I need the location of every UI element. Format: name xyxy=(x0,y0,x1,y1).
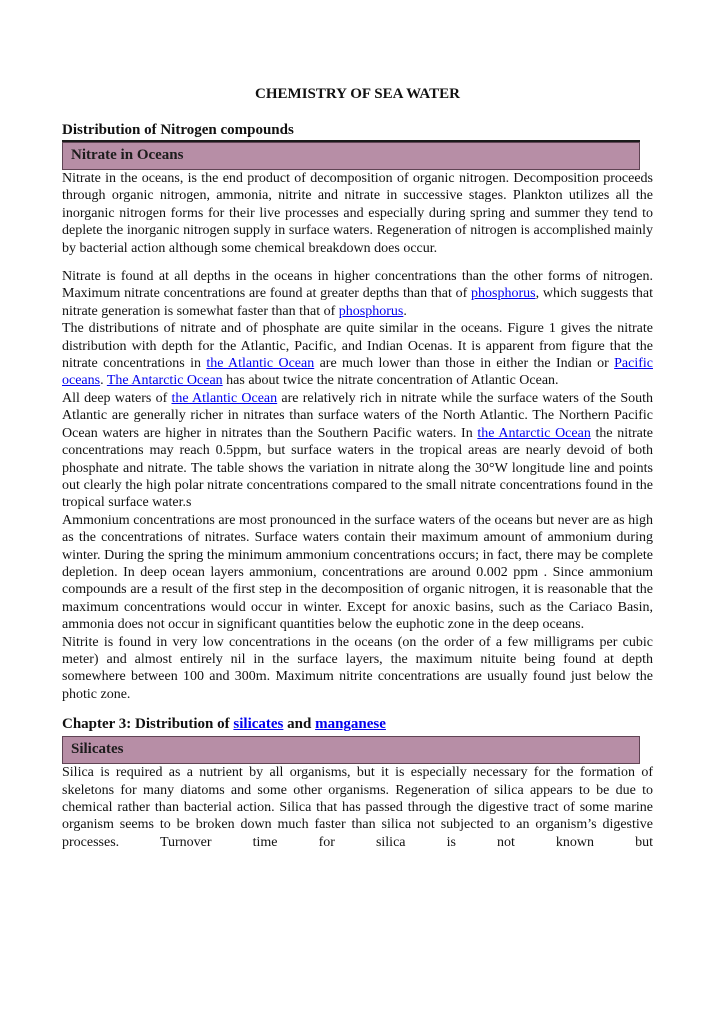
link-phosphorus-1[interactable]: phosphorus xyxy=(471,286,536,302)
paragraph-silica-nutrient xyxy=(62,764,653,851)
link-manganese[interactable]: manganese xyxy=(315,716,386,733)
paragraph-nitrate-decomposition xyxy=(62,170,653,257)
banner-nitrate-label: Nitrate in Oceans xyxy=(71,147,184,164)
paragraph-text: the nitrate concentrations may reach 0.5ppm, but surface waters in the tropical areas are nearly devoid of both phosphate and nitrate. The table shows the variation in nitrate along the 30°W longitude line and points out clearly the high polar nitrate concentrations compared to the small nitrate concentrations found in the tropical surface water.s xyxy=(62,425,653,511)
heading-text: and xyxy=(283,716,316,733)
banner-silicates-label: Silicates xyxy=(71,741,124,758)
link-the-atlantic-ocean-2[interactable]: the Atlantic Ocean xyxy=(171,390,278,406)
paragraph-text: Nitrate in the oceans, is the end product of decomposition of organic nitrogen. Decomposition proceeds through organic nitrogen, ammonia, nitrite and nitrate in successive stages. Plankton utilizes all the inorganic nitrogen forms for their live processes and especially during spring and summer they tend to deplete the inorganic nitrogen supply in surface waters. Regeneration of nitrogen is accomplished mainly by bacterial action although some chemical breakdown does occur. xyxy=(62,171,653,256)
paragraph-nitrite-concentrations xyxy=(62,634,653,704)
paragraph-text: The distributions of nitrate and of phosphate are quite similar in the oceans. Figure 1 gives the nitrate distribution with depth for the Atlantic, Pacific, and Indian Ocenas. It is apparent from figure that the nitrate concentrations in xyxy=(62,321,653,372)
section-heading-nitrogen-compounds: Distribution of Nitrogen compounds xyxy=(62,122,640,142)
document-title: CHEMISTRY OF SEA WATER xyxy=(255,86,460,102)
heading-text: Chapter 3: Distribution of xyxy=(62,716,234,733)
paragraph-text: . xyxy=(403,303,407,319)
banner-silicates xyxy=(62,736,640,764)
blank-line-spacer xyxy=(62,703,653,716)
banner-nitrate-in-oceans xyxy=(62,142,640,170)
link-the-atlantic-ocean-1[interactable]: the Atlantic Ocean xyxy=(206,356,315,372)
paragraph-text: are much lower than those in either the Indian or xyxy=(314,356,615,372)
link-the-antarctic-ocean-1[interactable]: The Antarctic Ocean xyxy=(106,373,223,389)
paragraph-text: Ammonium concentrations are most pronounced in the surface waters of the oceans but never are as high as the concentrations of nitrates. Surface waters contain their maximum amount of ammonium during winter. During the spring the minimum ammonium concentrations occurs; in fact, there may be complete depletion. In deep ocean layers ammonium, concentrations are around 0.002 ppm . Since ammonium compounds are a result of the first step in the decomposition of organic nitrogen, it is reasonable that the maximum concentrations would occur in winter. Except for anoxic basins, such as the Cariaco Basin, ammonia does not occur in significant quantities below the euphotic zone in the deep oceans. xyxy=(62,512,653,633)
link-pacific-oceans[interactable]: Pacific oceans xyxy=(62,356,653,389)
paragraph-text: Silica is required as a nutrient by all organisms, but it is especially necessary for the formation of skeletons for many diatoms and some other organisms. Regeneration of silica appears to be due to chemical rather than bacterial action. Silica that has passed through the digestive tract of some marine organism seems to be broken down much faster than silica not subjected to an organism’s digestive processes. Turnover time for silica is not known but xyxy=(62,765,653,850)
paragraph-text: . xyxy=(100,373,107,389)
link-phosphorus-2[interactable]: phosphorus xyxy=(338,303,404,319)
paragraph-text: has about twice the nitrate concentration of Atlantic Ocean. xyxy=(222,373,559,389)
link-the-antarctic-ocean-2[interactable]: the Antarctic Ocean xyxy=(477,425,591,441)
paragraph-text: , which suggests that nitrate generation is somewhat faster than that of xyxy=(62,286,654,319)
section-heading-chapter3 xyxy=(62,716,653,733)
paragraph-text: All deep waters of xyxy=(62,390,172,406)
paragraph-text: are relatively rich in nitrate while the surface waters of the South Atlantic are generally richer in nitrates than surface waters of the North Atlantic. The Northern Pacific Ocean waters are higher in nitrates than the Southern Pacific waters. In xyxy=(62,390,653,441)
paragraph-nitrate-depths xyxy=(62,268,653,320)
paragraph-text: Nitrite is found in very low concentrations in the oceans (on the order of a few milligrams per cubic meter) and almost entirely nil in the surface layers, the maximum nituite being found at depth somewhere between 100 and 300m. Maximum nitrite concentrations are usually found just below the photic zone. xyxy=(62,634,653,702)
paragraph-text: Nitrate is found at all depths in the oceans in higher concentrations than the other forms of nitrogen. Maximum nitrate concentrations are found at greater depths than that of xyxy=(62,269,653,302)
paragraph-ammonium-concentrations xyxy=(62,512,653,634)
blank-line-spacer xyxy=(62,257,653,268)
paragraph-deep-waters-nitrate xyxy=(62,390,653,512)
link-silicates[interactable]: silicates xyxy=(233,716,284,733)
paragraph-nitrate-phosphate-distribution xyxy=(62,320,653,390)
